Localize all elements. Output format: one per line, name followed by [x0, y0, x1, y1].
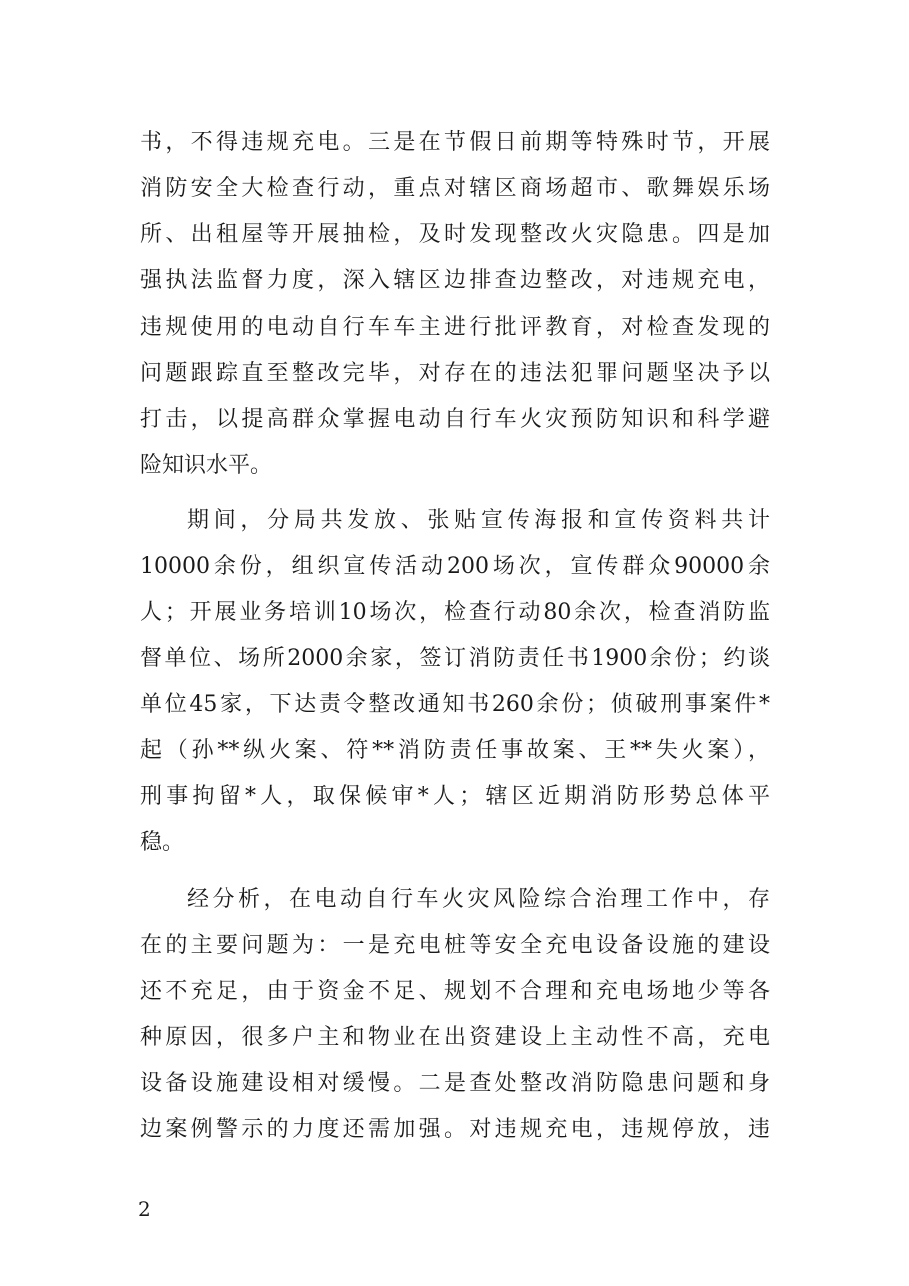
text-line: 单位45家，下达责令整改通知书260余份；侦破刑事案件*: [140, 692, 770, 717]
text-line: 消防安全大检查行动，重点对辖区商场超市、歌舞娱乐场: [140, 176, 770, 201]
text-line: 所、出租屋等开展抽检，及时发现整改火灾隐患。四是加: [140, 222, 770, 247]
text-line: 违规使用的电动自行车车主进行批评教育，对检查发现的: [140, 315, 770, 340]
text-line: 人；开展业务培训10场次，检查行动80余次，检查消防监: [140, 600, 770, 625]
text-line: 在的主要问题为：一是充电桩等安全充电设备设施的建设: [140, 933, 770, 958]
text-line: 还不充足，由于资金不足、规划不合理和充电场地少等各: [140, 979, 770, 1004]
text-line: 经分析，在电动自行车火灾风险综合治理工作中，存: [187, 887, 770, 912]
text-line: 险知识水平。: [140, 453, 273, 478]
text-line: 设备设施建设相对缓慢。二是查处整改消防隐患问题和身: [140, 1071, 770, 1096]
text-line: 问题跟踪直至整改完毕，对存在的违法犯罪问题坚决予以: [140, 361, 770, 386]
text-line: 10000余份，组织宣传活动200场次，宣传群众90000余: [140, 554, 770, 579]
text-line: 种原因，很多户主和物业在出资建设上主动性不高，充电: [140, 1025, 770, 1050]
page-number: 2: [138, 1197, 151, 1221]
text-line: 强执法监督力度，深入辖区边排查边整改，对违规充电，: [140, 268, 770, 293]
text-line: 打击，以提高群众掌握电动自行车火灾预防知识和科学避: [140, 407, 770, 432]
text-line: 起（孙**纵火案、符**消防责任事故案、王**失火案），: [140, 738, 770, 763]
text-line: 稳。: [140, 830, 185, 855]
text-line: 边案例警示的力度还需加强。对违规充电，违规停放，违: [140, 1117, 770, 1142]
text-line: 书，不得违规充电。三是在节假日前期等特殊时节，开展: [140, 130, 770, 155]
text-line: 督单位、场所2000余家，签订消防责任书1900余份；约谈: [140, 646, 770, 671]
text-line: 期间，分局共发放、张贴宣传海报和宣传资料共计: [187, 508, 770, 533]
text-line: 刑事拘留*人，取保候审*人；辖区近期消防形势总体平: [140, 784, 770, 809]
